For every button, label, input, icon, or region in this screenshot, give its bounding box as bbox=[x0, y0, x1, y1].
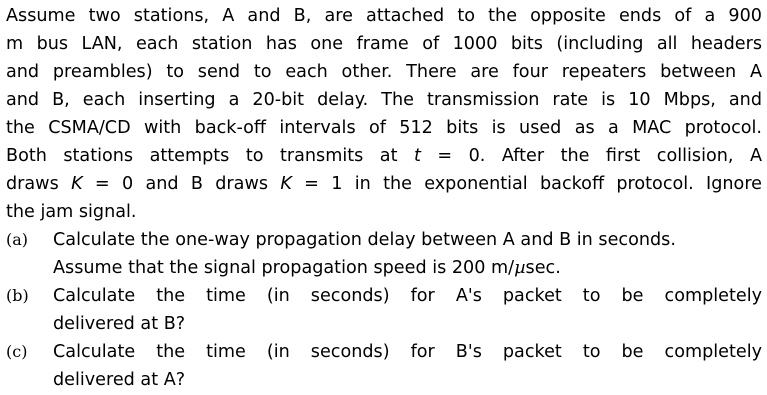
statement-text: = 0. After the first collision, A bbox=[420, 146, 762, 166]
problem-statement bbox=[6, 2, 762, 226]
statement-line bbox=[6, 170, 762, 198]
statement-text: Both stations attempts to transmits at bbox=[6, 146, 414, 166]
statement-line: m bus LAN, each station has one frame of 1000 bits (including all headers bbox=[6, 34, 762, 54]
question-text: sec. bbox=[525, 258, 561, 278]
question-marker: (c) bbox=[6, 342, 28, 361]
question-line bbox=[53, 254, 762, 282]
statement-line: the jam signal. bbox=[6, 202, 137, 222]
statement-line: and preambles) to send to each other. There are four repeaters between A bbox=[6, 62, 762, 82]
statement-line: and B, each inserting a 20-bit delay. The transmission rate is 10 Mbps, and bbox=[6, 90, 762, 110]
variable-t: t bbox=[413, 146, 421, 166]
question-line: delivered at B? bbox=[53, 314, 186, 334]
statement-text: = 1 in the exponential backoff protocol. Ignore bbox=[291, 174, 762, 194]
mu-symbol: µ bbox=[514, 258, 526, 278]
question-line: delivered at A? bbox=[53, 370, 186, 390]
question-c bbox=[6, 338, 762, 394]
question-a bbox=[6, 226, 762, 282]
variable-k: K bbox=[71, 174, 83, 194]
question-text: Assume that the signal propagation speed is 200 m/ bbox=[53, 258, 515, 278]
statement-line bbox=[6, 142, 762, 170]
question-marker: (a) bbox=[6, 230, 29, 249]
variable-k: K bbox=[280, 174, 292, 194]
statement-line: the CSMA/CD with back-off intervals of 512 bits is used as a MAC protocol. bbox=[6, 118, 762, 138]
question-b bbox=[6, 282, 762, 338]
question-line: Calculate the time (in seconds) for A's packet to be completely bbox=[53, 286, 762, 306]
question-marker: (b) bbox=[6, 286, 29, 305]
problem-document bbox=[6, 2, 762, 394]
statement-text: draws bbox=[6, 174, 72, 194]
statement-text: = 0 and B draws bbox=[82, 174, 281, 194]
question-line: Calculate the time (in seconds) for B's packet to be completely bbox=[53, 342, 762, 362]
statement-line: Assume two stations, A and B, are attached to the opposite ends of a 900 bbox=[6, 6, 762, 26]
question-line: Calculate the one-way propagation delay between A and B in seconds. bbox=[53, 230, 676, 250]
question-list bbox=[6, 226, 762, 394]
